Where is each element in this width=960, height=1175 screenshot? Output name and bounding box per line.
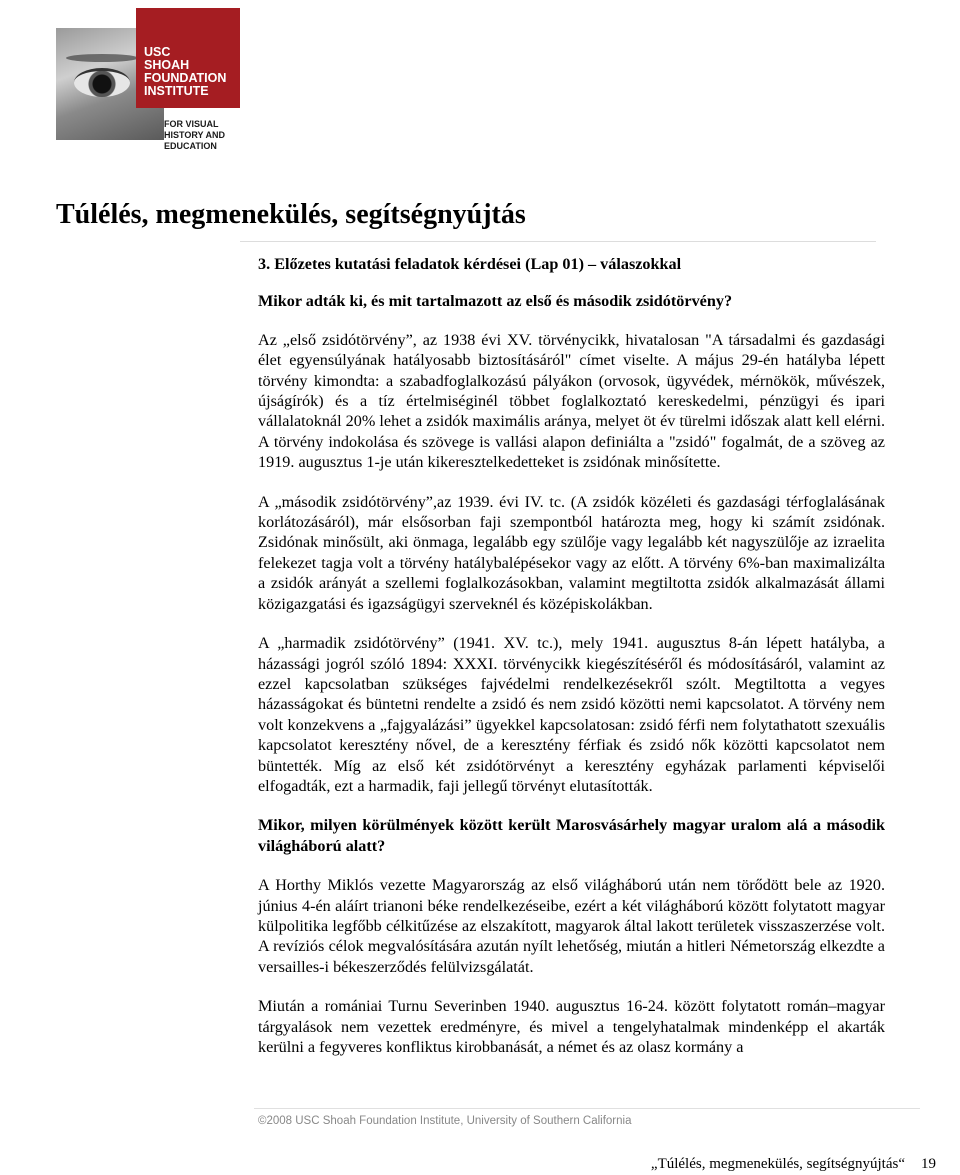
logo-line-institute: INSTITUTE — [144, 84, 209, 98]
running-footer — [651, 1156, 936, 1173]
answer-paragraph-5: Miután a romániai Turnu Severinben 1940. augusztus 16-24. között folytatott román–magyar tárgyalások nem vezettek eredményre, és mivel a tengelyhatalmak mindenképp el akarták kerülni a fegyveres konfliktus kirobbanását, a német és az olasz kormány a — [258, 997, 885, 1056]
logo-subtitle — [164, 119, 225, 152]
page-title: Túlélés, megmenekülés, segítségnyújtás — [56, 199, 526, 230]
logo-sub-line-2: HISTORY AND — [164, 130, 226, 140]
answer-paragraph-4: A Horthy Miklós vezette Magyarország az első világháború után nem törődött bele az 1920. június 4-én aláírt trianoni béke rendelkezéseibe, ezért a két világháború között folytatott magyar külpolitika legfőbb célkitűzése az elszakított, magyarok által lakott területek visszaszerzése volt. A revíziós célok megvalósítására azután nyílt lehetőség, miután a hitleri Németország elkezdte a versailles-i békeszerződés felülvizsgálatát. — [258, 876, 885, 976]
answer-paragraph-3: A „harmadik zsidótörvény” (1941. XV. tc.), mely 1941. augusztus 8-án lépett hatályba, a házassági jogról szóló 1894: XXXI. törvénycikk kiegészítéséről és módosításáról, valamint az ezzel kapcsolatban szükséges fajvédelmi rendelkezésekről szólt. Megtiltotta a vegyes házasságokat és büntetni rendelte a zsidó és nem zsidó közötti nemi kapcsolatot. A törvény nem volt konzekvens a „fajgyalázási” ügyekkel kapcsolatosan: zsidó férfi nem folytathatott szexuális kapcsolatot keresztény nővel, de a keresztény férfiak és zsidó nők közötti kapcsolatot nem büntették. Míg az első két zsidótörvényt a keresztény egyházak parlamenti képviselői elfogadták, ezt a harmadik, faji jellegű törvényt elutasították. — [258, 634, 885, 795]
question-1: Mikor adták ki, és mit tartalmazott az első és második zsidótörvény? — [258, 292, 733, 311]
answer-paragraph-1: Az „első zsidótörvény”, az 1938 évi XV. törvénycikk, hivatalosan "A társadalmi és gazdasági élet egyensúlyának hatályosabb biztosításáról" címet viselte. A május 29-én hatályba lépett törvény kimondta: a szabadfoglalkozású pályákon (orvosok, ügyvédek, mérnökök, művészek, újságírók) és a tíz értelmiséginél többet foglalkoztató kereskedelmi, pénzügyi és ipari vállalatoknál 20% lehet a zsidók maximális aránya, melyet öt év türelmi időszak alatt kell elérni. A törvény indokolása és szövege is vallási alapon definiálta a "zsidó" fogalmát, de a szöveg az 1919. augusztus 1-je után kikeresztelkedetteket is zsidónak minősítette. — [258, 330, 885, 472]
usc-shoah-logo — [56, 8, 240, 156]
logo-line-foundation: FOUNDATION — [144, 71, 227, 85]
section-heading: 3. Előzetes kutatási feladatok kérdései (Lap 01) – válaszokkal — [258, 255, 682, 273]
eyebrow-shape — [66, 54, 138, 62]
logo-line-usc: USC — [144, 45, 171, 59]
running-title: „Túlélés, megmenekülés, segítségnyújtás“ — [650, 1156, 905, 1172]
document-body — [258, 254, 885, 1057]
logo-line-shoah: SHOAH — [144, 58, 190, 72]
logo-sub-line-1: FOR VISUAL — [164, 119, 219, 129]
footer-divider — [254, 1108, 920, 1109]
logo-sub-line-3: EDUCATION — [164, 141, 217, 151]
copyright-notice: ©2008 USC Shoah Foundation Institute, University of Southern California — [258, 1115, 632, 1127]
page-number: 19 — [921, 1156, 936, 1172]
logo-red-block — [136, 8, 240, 108]
eye-icon — [74, 68, 130, 97]
question-2: Mikor, milyen körülmények között került Marosvásárhely magyar uralom alá a második világháború alatt? — [258, 816, 885, 855]
title-divider — [240, 241, 876, 242]
answer-paragraph-2: A „második zsidótörvény”,az 1939. évi IV. tc. (A zsidók közéleti és gazdasági térfoglalásának korlátozásáról), már elsősorban faji szempontból határozta meg, hogy ki számít zsidónak. Zsidónak minősült, aki önmaga, legalább egy szülője vagy legalább két nagyszülője az izraelita felekezet tagja volt a törvény hatálybalépésekor vagy az előtt. A törvény 6%-ban maximalizálta a zsidók arányát a szellemi foglalkozásokban, valamint megtiltotta zsidók alkalmazását állami közigazgatási és igazságügyi szerveknél és középiskolákban. — [258, 492, 885, 613]
